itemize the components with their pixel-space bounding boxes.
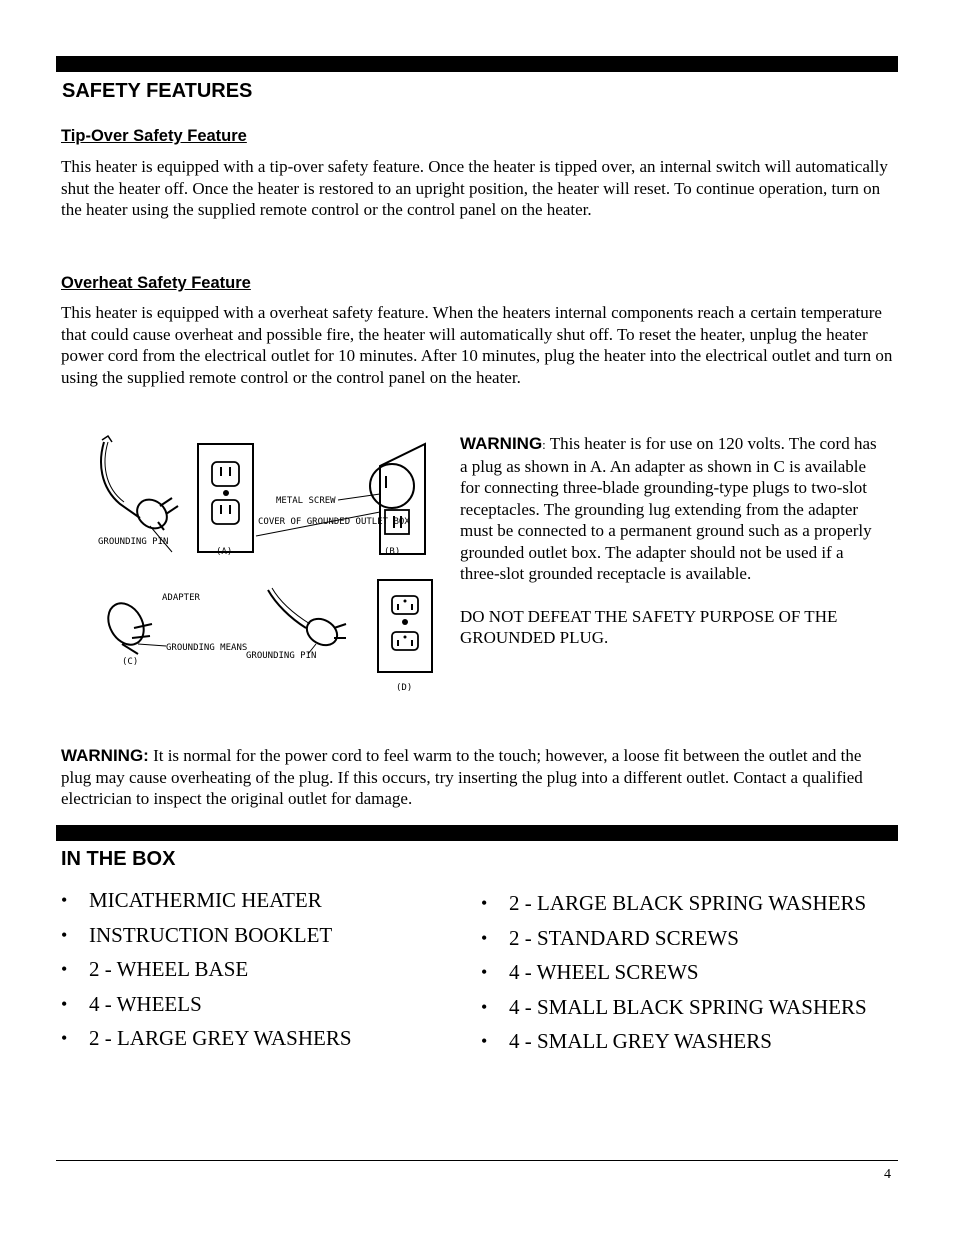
list-item: • 2 - WHEEL BASE — [61, 955, 352, 990]
list-item: • 2 - STANDARD SCREWS — [481, 924, 867, 959]
grounding-pin-label-d: GROUNDING PIN — [246, 651, 317, 661]
list-item: • 4 - WHEEL SCREWS — [481, 958, 867, 993]
label-d: (D) — [396, 683, 413, 693]
warning-text: This heater is for use on 120 volts. The cord has a plug as shown in A. An adapter as shown in C is available for connecting three-blade grounding-type plugs to two-slot receptacles. The grounding lug extending from the adapter must be connected to a permanent ground such as a properly grounded outlet box. The adapter should not be used if a three-slot grounded receptacle is available. — [460, 434, 877, 583]
label-c: (C) — [122, 657, 139, 667]
section-bar-inbox — [56, 825, 898, 841]
warning-cord-text: It is normal for the power cord to feel warm to the touch; however, a loose fit between the outlet and the plug may cause overheating of the plug. If this occurs, try inserting the plug into a different outlet. Contact a qualified electrician to inspect the original outlet for damage. — [61, 746, 863, 808]
warning-caps: DO NOT DEFEAT THE SAFETY PURPOSE OF THE GROUNDED PLUG. — [460, 606, 838, 647]
label-b: (B) — [384, 547, 401, 557]
footer-divider — [56, 1160, 898, 1161]
cover-box-label: COVER OF GROUNDED OUTLET BOX — [258, 517, 410, 527]
warning-sep: : — [542, 437, 546, 452]
warning-cord-label: WARNING: — [61, 746, 149, 765]
inbox-list-left — [61, 886, 352, 1059]
metal-screw-label: METAL SCREW — [276, 496, 336, 506]
grounding-means-label: GROUNDING MEANS — [166, 643, 248, 653]
grounding-pin-label-a: GROUNDING PIN — [98, 537, 169, 547]
safety-title: SAFETY FEATURES — [62, 80, 253, 102]
inbox-title: IN THE BOX — [61, 848, 176, 870]
warning-label: WARNING — [460, 434, 543, 453]
list-item: • 2 - LARGE GREY WASHERS — [61, 1024, 352, 1059]
inbox-list-right — [481, 889, 867, 1062]
section-bar-top — [56, 56, 898, 72]
warning-cord — [61, 745, 891, 810]
overheat-body: This heater is equipped with a overheat safety feature. When the heaters internal components reach a certain temperature that could cause overheat and possible fire, the heater will automatically shut off. To reset the heater, unplug the heater power cord from the electrical outlet for 10 minutes. After 10 minutes, plug the heater into the electrical outlet and turn on using the supplied remote control or the control panel on the heater. — [61, 303, 893, 387]
tipover-body: This heater is equipped with a tip-over safety feature. Once the heater is tipped over, an internal switch will automatically shut the heater off. Once the heater is restored to an upright position, the heater will reset. To continue operation, turn on the heater using the supplied remote control or the control panel on the heater. — [61, 157, 888, 219]
list-item: • 2 - LARGE BLACK SPRING WASHERS — [481, 889, 867, 924]
overheat-heading: Overheat Safety Feature — [61, 274, 251, 292]
list-item: • INSTRUCTION BOOKLET — [61, 921, 352, 956]
adapter-label: ADAPTER — [162, 593, 200, 603]
tipover-heading: Tip-Over Safety Feature — [61, 127, 247, 145]
list-item: • 4 - SMALL BLACK SPRING WASHERS — [481, 993, 867, 1028]
warning-voltage — [460, 433, 880, 649]
list-item: • MICATHERMIC HEATER — [61, 886, 352, 921]
label-a: (A) — [216, 547, 233, 557]
plug-outlet-diagram — [80, 432, 452, 698]
page-number: 4 — [884, 1167, 891, 1182]
list-item: • 4 - SMALL GREY WASHERS — [481, 1027, 867, 1062]
list-item: • 4 - WHEELS — [61, 990, 352, 1025]
